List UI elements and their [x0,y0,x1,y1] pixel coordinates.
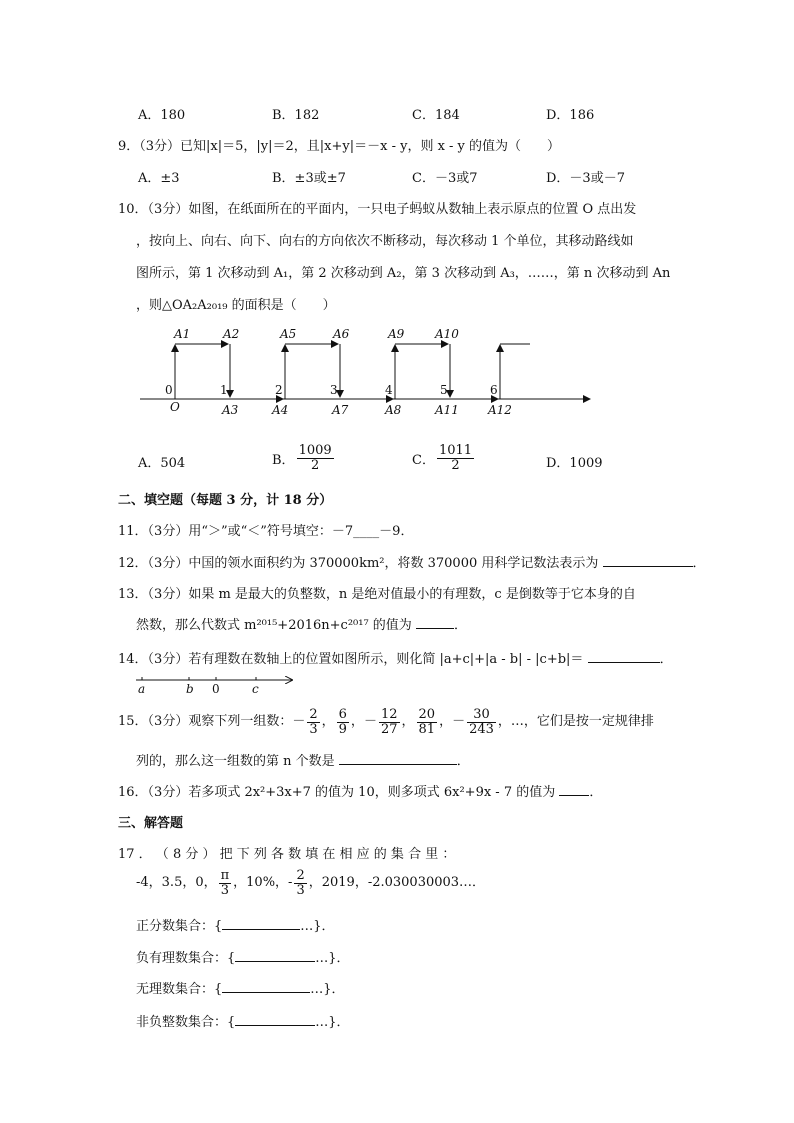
set-label: 非负整数集合：{ [136,1015,236,1030]
fraction-numerator: 1011 [438,443,473,458]
q17-line-1: 17 ． （ 8 分 ） 把 下 列 各 数 填 在 相 应 的 集 合 里 ： [118,847,456,862]
label-a1: A1 [174,327,191,341]
set-end: …}． [315,951,350,966]
q16-row: 16．（3分）若多项式 2x²+3x+7 的值为 10，则多项式 6x²+9x - 7 的值为 ． [118,781,602,800]
q13-answer-blank[interactable] [416,615,454,629]
q10-option-c-prefix: C． [412,453,435,468]
fraction-denominator: 2 [451,458,460,473]
q15-fraction-5 [467,708,496,737]
label-a2: A2 [223,327,240,341]
q14-number-line-figure [134,672,304,698]
q15-fraction-3 [379,708,400,737]
q15-fraction-1 [307,708,319,737]
label-a6: A6 [333,327,350,341]
q17-pi-fraction [219,869,232,898]
fraction-denominator: 3 [296,882,305,898]
q14-answer-blank[interactable] [588,649,660,663]
q10-option-b-fraction [297,444,334,473]
fraction-numerator: 2 [296,867,305,883]
q15-suffix: ，…，它们是按一定规律排 [497,714,654,729]
q13-line-2-row: 然数，那么代数式 m²⁰¹⁵+2016n+c²⁰¹⁷ 的值为 ． [136,614,467,633]
label-a10: A10 [435,327,459,341]
q15-fraction-2 [337,708,349,737]
fraction-denominator: 9 [338,721,347,737]
q9-option-b: B．±3或±7 [272,171,346,186]
q17-numbers [136,866,485,900]
section-3-title: 三、解答题 [118,816,184,831]
q15-line-2: 列的，那么这一组数的第 n 个数是 [136,754,335,769]
q17-set-irrationals [136,978,345,997]
q10-option-c-fraction [437,444,474,473]
set-label: 正分数集合：{ [136,919,223,934]
fraction-numerator: 12 [380,706,398,722]
label-a8: A8 [385,403,402,417]
q12-row: 12．（3分）中国的领水面积约为 370000km²，将数 370000 用科学记数法表示为 ． [118,552,706,571]
q8-option-b: B．182 [272,108,320,123]
q10-option-d: D．1009 [546,456,603,471]
label-a5: A5 [280,327,297,341]
set-end: …}． [300,919,335,934]
q14-text: 14．（3分）若有理数在数轴上的位置如图所示，则化简 |a+c|+|a - b| - |c+b|＝ [118,652,584,667]
fraction-numerator: 1009 [298,443,332,458]
q16-answer-blank[interactable] [559,782,589,796]
axis-number-6: 6 [490,383,498,397]
q15-fraction-4 [417,708,438,737]
q9-option-d: D．－3或－7 [546,171,625,186]
fraction-numerator: 30 [467,708,496,723]
q10-ant-path-figure [130,322,610,422]
q15-sign-1: － [292,714,306,729]
fraction-denominator: 3 [220,882,230,898]
section-2-title: 二、填空题（每题 3 分，计 18 分） [118,493,333,508]
q10-option-c [412,444,476,473]
label-origin: O [170,400,180,414]
q14-row: 14．（3分）若有理数在数轴上的位置如图所示，则化简 |a+c|+|a - b| - |c+b|＝ ． [118,648,673,667]
axis-number-0: 0 [165,383,173,397]
q10-option-b [272,444,336,473]
q10-line-4: ，则△OA₂A₂₀₁₉ 的面积是（ ） [136,298,336,313]
set-answer-blank[interactable] [222,979,310,993]
fraction-numerator: π [220,867,230,883]
q10-options [0,444,794,480]
q13-line-2: 然数，那么代数式 m²⁰¹⁵+2016n+c²⁰¹⁷ 的值为 [136,618,412,633]
q15-line-2-row: 列的，那么这一组数的第 n 个数是 ． [136,750,470,769]
q8-option-c: C．184 [412,108,460,123]
q10-option-a: A．504 [138,456,186,471]
fraction-denominator: 81 [418,721,436,737]
q17-set-nonnegative-integers [136,1011,350,1030]
fraction-numerator: 6 [338,706,347,722]
q15-sign-3: － [363,714,377,729]
q9-options [0,167,794,187]
label-a12: A12 [488,403,512,417]
q15-sign-5: － [452,714,466,729]
set-answer-blank[interactable] [235,1012,315,1026]
set-label: 负有理数集合：{ [136,951,236,966]
q8-option-d: D．186 [546,108,595,123]
q17-numbers-before: -4，3.5，0， [136,875,217,890]
label-a9: A9 [388,327,405,341]
label-a7: A7 [332,403,349,417]
q11-text: 11．（3分）用“＞”或“＜”符号填空：－7____－9． [118,524,414,539]
q13-line-1: 13．（3分）如果 m 是最大的负整数，n 是绝对值最小的有理数，c 是倒数等于它本身的自 [118,587,636,602]
q9-stem: 9．（3分）已知|x|＝5，|y|＝2，且|x+y|＝－x - y，则 x - y 的值为（ ） [118,139,561,154]
set-end: …}． [310,982,345,997]
q8-options [0,104,794,124]
fraction-denominator: 3 [309,721,318,737]
q9-option-a: A．±3 [138,171,180,186]
axis-number-5: 5 [440,383,448,397]
q12-text: 12．（3分）中国的领水面积约为 370000km²，将数 370000 用科学记数法表示为 [118,556,599,571]
q14-label-c: c [252,682,259,696]
axis-number-2: 2 [275,383,283,397]
fraction-denominator: 243 [469,721,494,737]
q12-answer-blank[interactable] [603,553,693,567]
q14-label-b: b [186,682,194,696]
fraction-numerator: 2 [309,706,318,722]
q10-option-b-prefix: B． [272,453,295,468]
set-answer-blank[interactable] [222,916,300,930]
label-a11: A11 [435,403,459,417]
set-answer-blank[interactable] [235,948,315,962]
fraction-denominator: 2 [310,458,320,473]
fraction-numerator: 20 [418,706,436,722]
q15-answer-blank[interactable] [339,751,457,765]
axis-number-3: 3 [330,383,338,397]
fraction-denominator: 27 [380,721,398,737]
q15-prefix: 15．（3分）观察下列一组数： [118,714,293,729]
set-label: 无理数集合：{ [136,982,223,997]
q14-label-0: 0 [212,682,220,696]
q17-set-positive-fractions [136,915,335,934]
q10-line-2: ，按向上、向右、向下、向右的方向依次不断移动，每次移动 1 个单位，其移动路线如 [136,234,634,249]
q9-option-c: C．－3或7 [412,171,478,186]
q17-numbers-after: ，2019，-2.030030003…． [308,875,486,890]
label-a3: A3 [222,403,239,417]
axis-number-4: 4 [385,383,393,397]
q17-set-negative-rationals [136,947,350,966]
set-end: …}． [315,1015,350,1030]
q15-line-1: 15．（3分）观察下列一组数：－ $\frac{2}{3}$ ， $\frac{6}{9}$ ，－ $\frac{12}{27}$ ， $\frac{20}{81}$ ，－ $\frac{30}{243}$ ，…，它们是按一定规律排 [118,706,654,737]
q17-fraction-2 [294,869,306,898]
q14-label-a: a [138,682,146,696]
q8-option-a: A．180 [138,108,186,123]
q10-line-1: 10．（3分）如图，在纸面所在的平面内，一只电子蚂蚁从数轴上表示原点的位置 O 点出发 [118,202,637,217]
label-a4: A4 [272,403,289,417]
axis-number-1: 1 [220,383,228,397]
q16-text: 16．（3分）若多项式 2x²+3x+7 的值为 10，则多项式 6x²+9x - 7 的值为 [118,785,556,800]
q10-line-3: 图所示，第 1 次移动到 A₁，第 2 次移动到 A₂，第 3 次移动到 A₃，……，第 n 次移动到 An [136,266,671,281]
q17-numbers-mid: ，10%，- [233,875,293,890]
